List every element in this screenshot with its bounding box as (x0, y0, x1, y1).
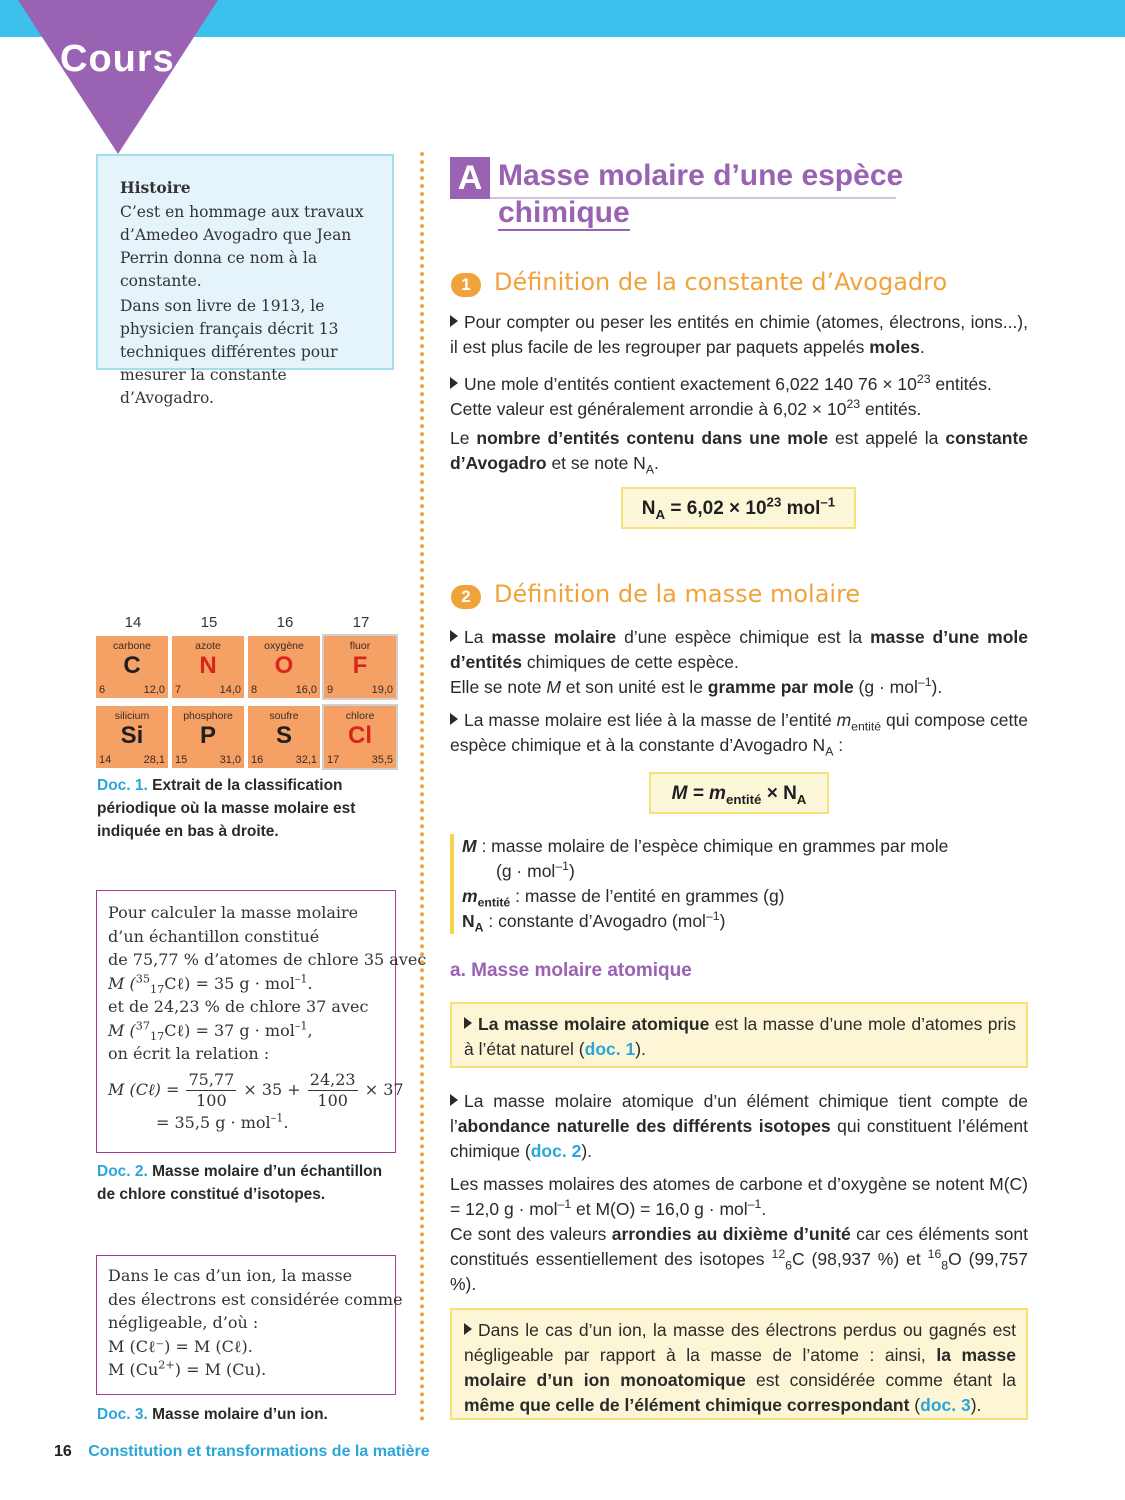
formula-text: = 6,02 × 10 (665, 498, 767, 519)
element-mass: 12,0 (143, 684, 165, 696)
doc3-link[interactable]: doc. 3 (920, 1395, 971, 1415)
text: (g · mol (853, 677, 918, 697)
paragraph: Le nombre d’entités contenu dans une mole est appelé la constante d’Avogadro et se note $N_A$. (450, 428, 1028, 477)
text: masse molaire (491, 627, 617, 647)
paragraph: Les masses molaires des atomes de carbone et d’oxygène se notent M(C) = 12,0 g · mol$^{-1}$ et M(O) = 16,0 g · mol$^{-1}$. (450, 1174, 1028, 1219)
text: M (462, 836, 477, 856)
doc2-line: de 75,77 % d’atomes de chlore 35 avec (108, 950, 427, 969)
doc2-box (96, 890, 427, 1153)
paragraph (450, 310, 1028, 360)
subA-body (450, 1089, 1028, 1305)
text: qui compose cette espèce chimique et à la constante d’Avogadro N (450, 710, 1029, 755)
formula-text: N (641, 498, 656, 519)
element-name: oxygène (264, 640, 304, 652)
doc2-text: , (307, 1020, 313, 1040)
text: chimiques de cette espèce. (521, 652, 739, 672)
doc3-line: M (Cℓ⁻) = M (Cℓ). (108, 1336, 253, 1356)
text: moles (869, 337, 920, 357)
text: et son unité est le (560, 677, 708, 697)
element-mass: 14,0 (219, 684, 241, 696)
text: et (571, 1199, 596, 1219)
avogadro-formula: $N_A = 6,02 \times 10^{23}$ mol$^{-1}$ (621, 487, 856, 529)
text: nombre d’entités contenu dans une mole (476, 428, 829, 448)
doc2-text: M ( (108, 1020, 136, 1040)
doc2-result: = 35,5 g · mol$^{-1}$. (156, 1111, 289, 1132)
text: m (462, 886, 478, 906)
fraction (186, 1070, 236, 1111)
text: entités. (860, 399, 922, 419)
text: M(O) = 16,0 g · mol (595, 1199, 748, 1219)
text: N (462, 911, 475, 931)
element-z: 8 (251, 684, 258, 696)
doc2-line: on écrit la relation : (108, 1044, 270, 1063)
doc1-link[interactable]: doc. 1 (584, 1039, 636, 1059)
element-oxygene (248, 636, 320, 698)
text: Elle se note (450, 677, 547, 697)
doc3-line: des électrons est considérée comme (108, 1289, 403, 1309)
text: La masse molaire atomique (478, 1014, 710, 1034)
element-mass: 31,0 (219, 754, 241, 766)
text: . (761, 1199, 767, 1219)
element-symbol: O (274, 652, 294, 679)
bullet-icon (464, 1017, 472, 1029)
section-letter: A (450, 157, 490, 199)
doc3-text: M (Cu (108, 1360, 159, 1379)
doc3-label[interactable]: Doc. 3. (97, 1406, 148, 1423)
subsection-number: 1 (451, 273, 481, 297)
element-symbol: Si (120, 722, 144, 749)
subsection-a-title: a. Masse molaire atomique (450, 960, 692, 981)
text: ). (581, 1141, 593, 1161)
formula-text: entité (725, 791, 762, 807)
doc3-caption (97, 1403, 397, 1426)
bullet-icon (450, 1094, 458, 1106)
element-carbone (96, 636, 168, 698)
element-name: fluor (349, 640, 371, 652)
histoire-title: Histoire (120, 178, 191, 197)
element-silicium (96, 706, 168, 768)
text: est appelé la (828, 428, 946, 448)
element-name: carbone (113, 640, 151, 652)
doc1-label[interactable]: Doc. 1. (97, 777, 148, 794)
doc2-line: et de 24,23 % de chlore 37 avec (108, 997, 369, 1016)
element-mass: 32,1 (295, 754, 317, 766)
doc2-line: M ($^{35}_{17}$Cℓ) = 35 g · mol$^{-1}$. (108, 972, 313, 996)
text: (g · mol (496, 861, 556, 881)
bullet-icon (464, 1323, 472, 1335)
doc2-text: Masse molaire d’un échantillon de chlore constitué d’isotopes. (97, 1163, 383, 1203)
section-title-line: Masse molaire d’une espèce (498, 159, 904, 192)
periodic-table-extract (96, 614, 398, 769)
text: même que celle de l’élément chimique correspondant (464, 1395, 910, 1415)
element-azote (172, 636, 244, 698)
element-z: 15 (175, 754, 188, 766)
doc2-caption (97, 1160, 397, 1206)
doc2-equation (108, 1069, 404, 1111)
doc3-box (96, 1255, 403, 1395)
doc3-line: négligeable, d’où : (108, 1313, 259, 1332)
element-soufre (248, 706, 320, 768)
paragraph: La masse molaire d’une espèce chimique est la masse d’une mole d’entités chimiques de cette espèce. Elle se note M et son unité est le gramme par mole (g · mol$^{-1}$). (450, 627, 1028, 697)
frac-den: 100 (196, 1090, 227, 1110)
bullet-icon (450, 713, 458, 725)
cours-label: Cours (60, 38, 175, 80)
column-divider (420, 152, 424, 1422)
histoire-p1: C’est en hommage aux travaux d’Amedeo Avogadro que Jean Perrin donna ce nom à la constante. (120, 203, 364, 290)
doc2-text: . (283, 1112, 289, 1132)
text: La masse molaire est liée à la masse de l’entité (464, 710, 837, 730)
legend-line: (g · mol$^{-1}$) (496, 859, 575, 881)
doc2-line: d’un échantillon constitué (108, 926, 320, 946)
text: ). (635, 1039, 646, 1059)
doc2-text: × 35 + (243, 1079, 301, 1099)
subsection-title: Définition de la constante d’Avogadro (494, 268, 948, 296)
doc2-text: M ( (108, 973, 136, 993)
text: la masse molaire d’un ion monoatomique (464, 1345, 1016, 1390)
formula-text: × N (761, 783, 797, 804)
text: Cette valeur est généralement arrondie à 6,02 × 10 (450, 399, 847, 419)
text: entités. (930, 374, 992, 394)
frac-num: 75,77 (188, 1069, 235, 1089)
doc3-line (108, 1358, 385, 1382)
histoire-p2: Dans son livre de 1913, le physicien français décrit 13 techniques différentes pour mesurer la constante d’Avogadro. (120, 297, 339, 407)
sub2-body (450, 625, 1028, 766)
element-phosphore (172, 706, 244, 768)
element-name: silicium (114, 710, 150, 722)
histoire-box (96, 154, 394, 407)
paragraph: Une mole d’entités contient exactement 6,022 140 $76 \times 10^{23}$ entités. Cette valeur est généralement arrondie à $6,02 \times 10^{23}$ entités. (450, 372, 992, 419)
text: : constante d’Avogadro (mol (483, 911, 706, 931)
ion-note-box (450, 1308, 1028, 1420)
frac-den: 100 (317, 1090, 348, 1110)
text: La (464, 627, 492, 647)
text: masse d’une mole d’entités (450, 627, 1028, 672)
text: constante d’Avogadro (450, 428, 1028, 473)
text: Ce sont des valeurs (450, 1224, 612, 1244)
subsection-number: 2 (451, 585, 481, 609)
element-mass: 28,1 (143, 754, 165, 766)
doc2-line: Pour calculer la masse molaire (108, 903, 359, 922)
text: La masse molaire atomique d’un élément chimique tient compte de l’ (450, 1091, 1028, 1136)
footer (54, 1443, 430, 1461)
doc2-link[interactable]: doc. 2 (530, 1141, 582, 1161)
doc3-text: ) = M (Cu). (174, 1360, 267, 1379)
text: : masse molaire de l’espèce chimique en grammes par mole (476, 836, 949, 856)
doc3-text: Masse molaire d’un ion. (152, 1406, 328, 1423)
element-z: 14 (99, 754, 112, 766)
section-title (498, 157, 918, 231)
text: est la masse d’une mole d’atomes pris à l’état naturel ( (464, 1014, 1016, 1059)
legend-line (462, 884, 1028, 909)
text: est considérée comme étant la (745, 1370, 1016, 1390)
bullet-icon (450, 315, 458, 327)
group-number: 16 (276, 614, 294, 631)
element-fluor (324, 636, 396, 698)
doc2-text: × 37 (364, 1079, 404, 1099)
element-symbol: Cl (348, 722, 372, 749)
element-mass: 16,0 (295, 684, 317, 696)
text: ) (719, 911, 726, 931)
doc3-text: 2+ (158, 1358, 175, 1372)
group-number: 17 (352, 614, 370, 631)
formula-text: M = m (671, 783, 726, 804)
fraction (308, 1070, 358, 1111)
formula-legend (450, 834, 1028, 934)
element-symbol: P (199, 722, 216, 749)
element-symbol: C (123, 652, 141, 679)
element-name: chlore (345, 710, 375, 722)
element-z: 17 (327, 754, 340, 766)
text: car ces éléments sont constitués essentiellement des isotopes (450, 1224, 1028, 1269)
chapter-title[interactable]: Constitution et transformations de la matière (88, 1443, 430, 1460)
definition-box (450, 1002, 1028, 1068)
element-name: azote (195, 640, 221, 652)
paragraph: Ce sont des valeurs arrondies au dixième d’unité car ces éléments sont constitués essentiellement des isotopes $^{12}_6$C (98,937 %) et $^{16}_8$O (99,757 %). (450, 1224, 1029, 1294)
text: : (833, 735, 844, 755)
text: et se note N (546, 453, 646, 473)
element-z: 9 (327, 684, 334, 696)
element-symbol: S (275, 722, 292, 749)
paragraph: La masse molaire est liée à la masse de l’entité $m_{entité}$ qui compose cette espèce chimique et à la constante d’Avogadro $N_A$ : (450, 710, 1029, 759)
subsection-title: Définition de la masse molaire (494, 580, 861, 608)
doc1-caption (97, 774, 397, 843)
doc2-text: = 35,5 g · mol (156, 1112, 271, 1132)
element-mass: 35,5 (371, 754, 393, 766)
doc2-line: M ($^{37}_{17}$Cℓ) = 37 g · mol$^{-1}$, (108, 1019, 313, 1043)
text: M(C) = 12,0 g · mol (450, 1174, 1028, 1219)
text: ) (568, 861, 575, 881)
element-z: 6 (99, 684, 106, 696)
element-name: soufre (269, 710, 299, 722)
group-number: 14 (124, 614, 142, 631)
text: Pour compter ou peser les entités en chimie (atomes, électrons, ions...), il est plus facile de les regrouper par paquets appelés (450, 312, 1028, 357)
doc1-text: Extrait de la classification périodique où la masse molaire est indiquée en bas à droite. (97, 777, 356, 840)
text: Une mole d’entités contient exactement 6,022 140 76 × 10 (464, 374, 917, 394)
doc2-text: M (Cℓ) = (108, 1079, 180, 1099)
sub1-body (450, 310, 1028, 484)
text: d’une espèce chimique est la (616, 627, 871, 647)
text: Dans le cas d’un ion, la masse des électrons perdus ou gagnés est négligeable par rapport à la masse de l’atome : ainsi, (464, 1320, 1016, 1365)
frac-num: 24,23 (309, 1069, 356, 1089)
text: abondance naturelle des différents isotopes (457, 1116, 831, 1136)
molar-mass-formula: $M = m_{entité} \times N_A$ (649, 772, 829, 814)
text: . (919, 337, 925, 357)
bullet-icon (450, 630, 458, 642)
doc2-text: . (307, 973, 313, 993)
paragraph (450, 1089, 1028, 1164)
element-chlore (324, 706, 396, 768)
doc3-line: Dans le cas d’un ion, la masse (108, 1266, 353, 1285)
element-symbol: F (352, 652, 368, 679)
text: Le (450, 428, 477, 448)
text: arrondies au dixième d’unité (611, 1224, 851, 1244)
text: C (98,937 %) et (791, 1249, 928, 1269)
text: ( (909, 1395, 921, 1415)
element-z: 16 (251, 754, 264, 766)
element-mass: 19,0 (371, 684, 393, 696)
legend-line: $N_A$ : constante d’Avogadro (mol$^{-1}$) (462, 909, 726, 935)
page-number: 16 (54, 1443, 72, 1460)
legend-line (462, 834, 1028, 859)
doc2-label[interactable]: Doc. 2. (97, 1163, 148, 1180)
formula-text: mol (781, 498, 821, 519)
element-z: 7 (175, 684, 182, 696)
bullet-icon (450, 377, 458, 389)
doc2-text: Cℓ) = 35 g · mol (164, 973, 295, 993)
text: ). (970, 1395, 982, 1415)
text: gramme par mole (707, 677, 854, 697)
text: : masse de l’entité en grammes (g) (510, 886, 785, 906)
text: ). (931, 677, 943, 697)
text: qui constituent l’élément chimique ( (450, 1116, 1028, 1161)
text: O (99,757 %). (450, 1249, 1029, 1294)
doc2-text: Cℓ) = 37 g · mol (164, 1020, 295, 1040)
text: Les masses molaires des atomes de carbone et d’oxygène se notent (450, 1174, 990, 1194)
section-title-line: chimique (498, 196, 630, 229)
element-name: phosphore (183, 710, 233, 722)
text: . (653, 453, 659, 473)
element-symbol: N (199, 652, 217, 679)
text: entité (477, 895, 511, 910)
group-number: 15 (200, 614, 218, 631)
